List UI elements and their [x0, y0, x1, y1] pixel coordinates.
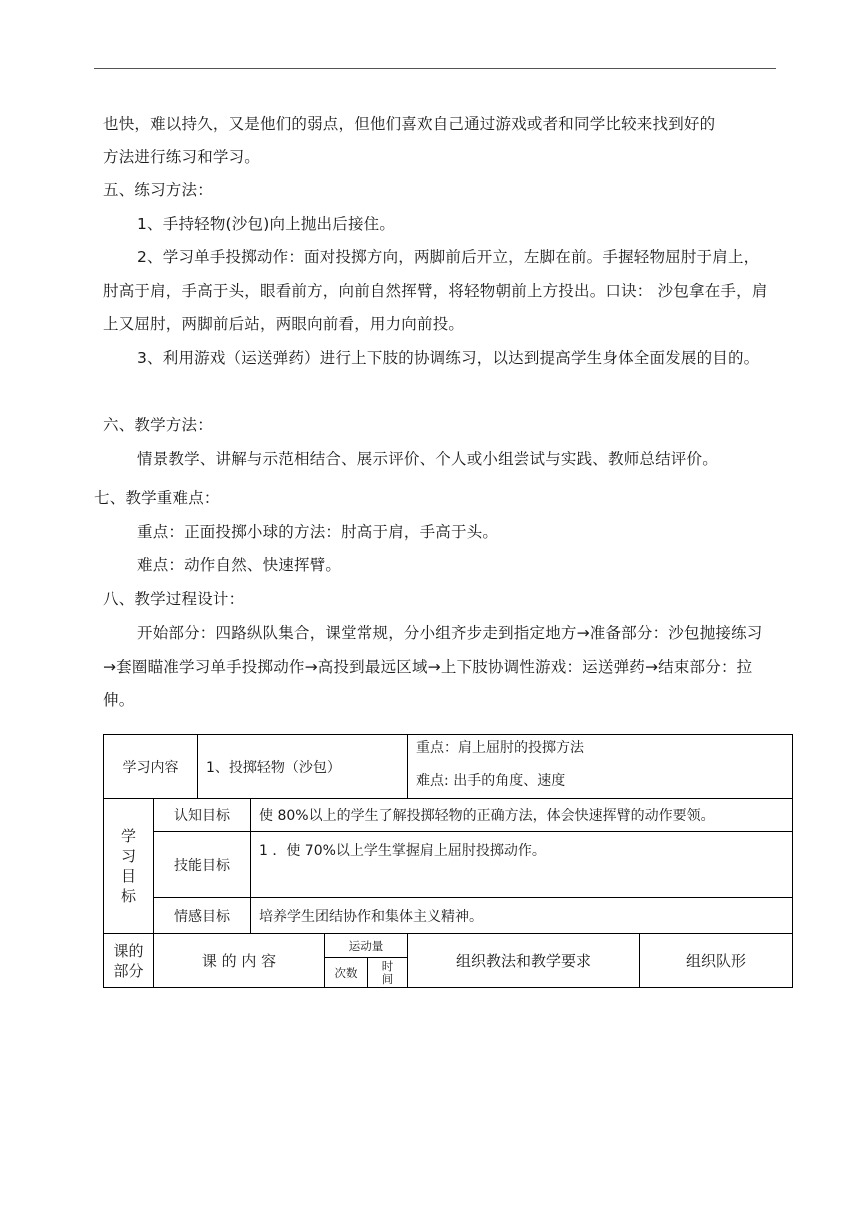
cognitive-goal-text: 使 80%以上的学生了解投掷轻物的正确方法，体会快速挥臂的动作要领。 — [251, 799, 793, 832]
teaching-methods-text: 情景教学、讲解与示范相结合、展示评价、个人或小组尝试与实践、教师总结评价。 — [137, 450, 718, 468]
section-heading-6: 六、教学方法： — [103, 416, 213, 434]
content-label-cell: 学习内容 — [104, 735, 198, 799]
process-text: 开始部分：四路纵队集合，课堂常规，分小组齐步走到指定地方→准备部分：沙包抛接练习→套圈瞄准学习单手投掷动作→高投到最远区域→上下肢协调性游戏：运送弹药→结束部分：拉伸。 — [103, 624, 763, 709]
paragraph-line: 方法进行练习和学习。 — [103, 148, 261, 166]
lesson-part-label: 课的 部分 — [104, 934, 154, 988]
key-point: 重点：肩上屈肘的投掷方法 — [416, 740, 585, 756]
table-row — [104, 934, 793, 958]
paragraph-line: 也快，难以持久，又是他们的弱点，但他们喜欢自己通过游戏或者和同学比较来找到好的 — [103, 115, 716, 133]
exercise-load-header: 运动量 — [325, 934, 408, 958]
learning-goals-label: 学 习 目 标 — [104, 799, 154, 934]
difficulty-text: 难点：动作自然、快速挥臂。 — [137, 556, 342, 574]
section-heading-7: 七、教学重难点： — [94, 489, 220, 507]
difficulty: 难点: 出手的角度、速度 — [416, 773, 566, 789]
formation-header: 组织队形 — [640, 934, 793, 988]
table-row — [104, 832, 793, 898]
table-row — [104, 799, 793, 832]
lesson-content-header: 课 的 内 容 — [154, 934, 325, 988]
skill-goal-text: 1 ．使 70%以上学生掌握肩上屈肘投掷动作。 — [251, 832, 793, 898]
lesson-plan-table — [103, 734, 793, 988]
method-item-1: 1、手持轻物(沙包)向上抛出后接住。 — [137, 215, 396, 233]
content-value-cell: 1、投掷轻物（沙包） — [198, 735, 408, 799]
duration-header: 时 间 — [368, 958, 408, 988]
emotion-goal-label: 情感目标 — [154, 898, 251, 934]
times-header: 次数 — [325, 958, 368, 988]
method-item-3: 3、利用游戏（运送弹药）进行上下肢的协调练习，以达到提高学生身体全面发展的目的。 — [137, 349, 760, 367]
section-heading-5: 五、练习方法： — [103, 181, 213, 199]
table-row — [104, 735, 793, 799]
method-header: 组织教法和教学要求 — [408, 934, 640, 988]
method-item-2: 2、学习单手投掷动作：面对投掷方向，两脚前后开立，左脚在前。手握轻物屈肘于肩上，肘高于肩，手高于头，眼看前方，向前自然挥臂，将轻物朝前上方投出。口诀： 沙包拿在手，肩上又屈肘，两脚前后站，两眼向前看，用力向前投。 — [103, 248, 768, 333]
key-difficulty-cell — [408, 735, 793, 799]
section-heading-8: 八、教学过程设计： — [103, 590, 245, 608]
table-row — [104, 898, 793, 934]
cognitive-goal-label: 认知目标 — [154, 799, 251, 832]
skill-goal-label: 技能目标 — [154, 832, 251, 898]
header-rule — [94, 68, 776, 69]
key-point-text: 重点：正面投掷小球的方法：肘高于肩，手高于头。 — [137, 523, 499, 541]
emotion-goal-text: 培养学生团结协作和集体主义精神。 — [251, 898, 793, 934]
